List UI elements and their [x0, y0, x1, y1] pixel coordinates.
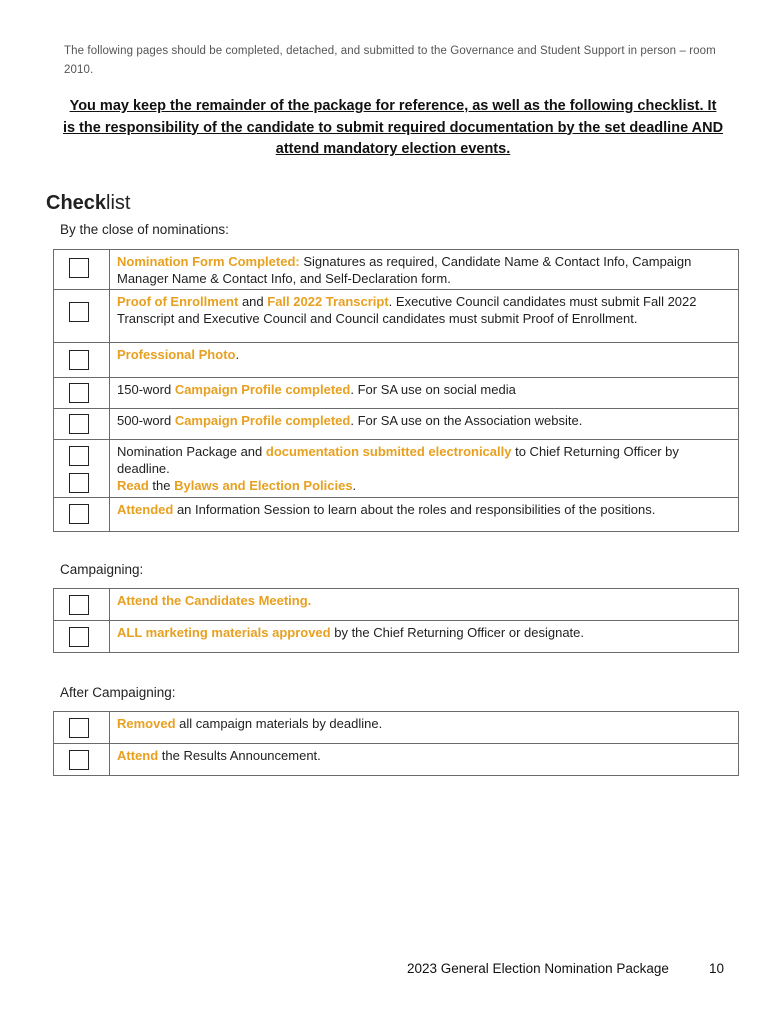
intro-text: The following pages should be completed, detached, and submitted to the Governance and Student Support in person – room 2010.	[64, 45, 716, 76]
page-number: 10	[709, 961, 725, 976]
list-item: Proof of Enrollment and Fall 2022 Transcript. Executive Council candidates must submit Fall 2022 Transcript and Executive Council and Council candidates must submit Proof of Enrollment.	[110, 290, 739, 343]
campaigning-table	[53, 588, 739, 653]
checkbox[interactable]	[69, 473, 89, 493]
footer-title: 2023 General Election Nomination Package	[407, 961, 669, 976]
checkbox[interactable]	[69, 414, 89, 434]
list-item: 150-word Campaign Profile completed. For SA use on social media	[110, 378, 739, 409]
list-item: ALL marketing materials approved by the Chief Returning Officer or designate.	[110, 621, 739, 653]
table-row	[54, 440, 739, 498]
checkbox[interactable]	[69, 446, 89, 466]
checkbox[interactable]	[69, 504, 89, 524]
checklist-heading	[46, 192, 130, 215]
heading-bold: Check	[46, 192, 107, 214]
checkbox[interactable]	[69, 627, 89, 647]
checkbox[interactable]	[69, 718, 89, 738]
checkbox[interactable]	[69, 595, 89, 615]
list-item: Attended an Information Session to learn about the roles and responsibilities of the positions.	[110, 498, 739, 532]
nominations-table	[53, 249, 739, 532]
list-item: Nomination Package and documentation submitted electronically to Chief Returning Officer by deadline. Read the Bylaws and Election Policies.	[110, 440, 739, 498]
table-row	[54, 712, 739, 744]
list-item: Attend the Results Announcement.	[110, 744, 739, 776]
table-row	[54, 589, 739, 621]
campaigning-label: Campaigning:	[60, 562, 144, 577]
checkbox[interactable]	[69, 383, 89, 403]
table-row	[54, 290, 739, 343]
list-item: 500-word Campaign Profile completed. For SA use on the Association website.	[110, 409, 739, 440]
table-row	[54, 378, 739, 409]
table-row	[54, 250, 739, 290]
checkbox[interactable]	[69, 258, 89, 278]
list-item: Removed all campaign materials by deadline.	[110, 712, 739, 744]
heading-light: list	[106, 192, 131, 214]
list-item: Nomination Form Completed: Signatures as required, Candidate Name & Contact Info, Campaign Manager Name & Contact Info, and Self-Declaration form.	[110, 250, 739, 290]
table-row	[54, 409, 739, 440]
checkbox[interactable]	[69, 750, 89, 770]
after-campaigning-label: After Campaigning:	[60, 685, 176, 700]
list-item: Professional Photo.	[110, 343, 739, 378]
after-campaigning-table	[53, 711, 739, 776]
notice-text: You may keep the remainder of the package for reference, as well as the following checklist. It is the responsibility of the candidate to submit required documentation by the set deadline AND attend mandatory election events.	[62, 98, 724, 157]
nominations-label: By the close of nominations:	[60, 222, 229, 237]
table-row	[54, 621, 739, 653]
checkbox[interactable]	[69, 302, 89, 322]
table-row	[54, 498, 739, 532]
table-row	[54, 744, 739, 776]
list-item: Attend the Candidates Meeting.	[110, 589, 739, 621]
table-row	[54, 343, 739, 378]
checkbox[interactable]	[69, 350, 89, 370]
